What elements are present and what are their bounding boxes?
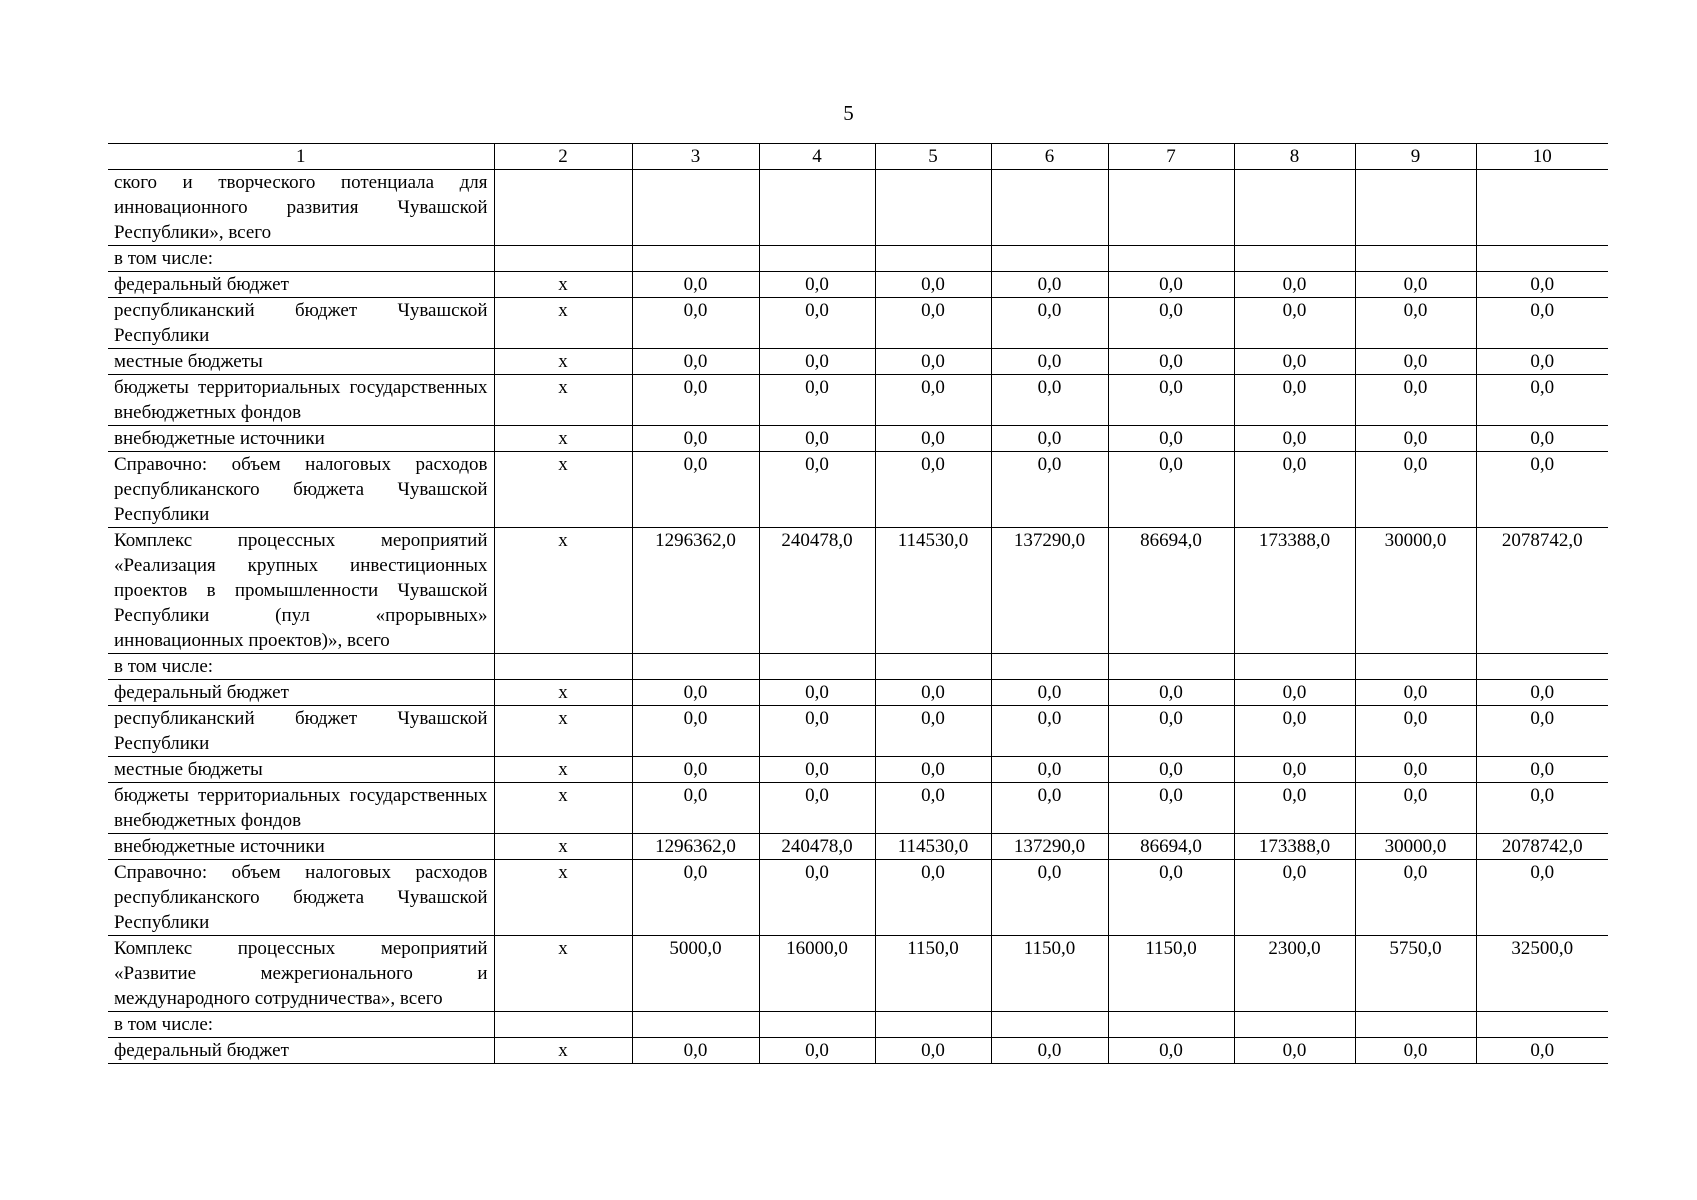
value-cell: [1355, 170, 1476, 246]
row-label-cell: внебюджетные источники: [108, 834, 494, 860]
value-cell: 0,0: [991, 783, 1108, 834]
column-header: 9: [1355, 144, 1476, 170]
row-label-cell: местные бюджеты: [108, 349, 494, 375]
value-cell: [632, 654, 759, 680]
column-header: 2: [494, 144, 632, 170]
value-cell: 240478,0: [759, 834, 875, 860]
page-number: 5: [843, 101, 854, 125]
column-header: 6: [991, 144, 1108, 170]
value-cell: [1476, 1012, 1608, 1038]
value-cell: 0,0: [991, 272, 1108, 298]
column-2-cell: [494, 1012, 632, 1038]
row-label-cell: федеральный бюджет: [108, 1038, 494, 1064]
table-row: [108, 246, 1608, 272]
value-cell: 0,0: [632, 349, 759, 375]
value-cell: 0,0: [759, 706, 875, 757]
column-header: 5: [875, 144, 991, 170]
table-row: [108, 706, 1608, 757]
value-cell: 0,0: [875, 783, 991, 834]
value-cell: 0,0: [875, 860, 991, 936]
value-cell: [632, 170, 759, 246]
value-cell: 1150,0: [1108, 936, 1234, 1012]
value-cell: 0,0: [632, 757, 759, 783]
value-cell: 0,0: [1355, 783, 1476, 834]
value-cell: 0,0: [759, 680, 875, 706]
value-cell: 30000,0: [1355, 834, 1476, 860]
table-row: [108, 375, 1608, 426]
value-cell: 0,0: [1476, 680, 1608, 706]
column-header: 1: [108, 144, 494, 170]
value-cell: 2078742,0: [1476, 834, 1608, 860]
value-cell: 0,0: [875, 1038, 991, 1064]
value-cell: 0,0: [1108, 349, 1234, 375]
value-cell: 137290,0: [991, 528, 1108, 654]
value-cell: 2078742,0: [1476, 528, 1608, 654]
value-cell: 0,0: [1108, 452, 1234, 528]
value-cell: 0,0: [632, 706, 759, 757]
value-cell: [759, 170, 875, 246]
value-cell: [1234, 246, 1355, 272]
value-cell: 0,0: [632, 783, 759, 834]
row-label-cell: бюджеты территориальных государственных внебюджетных фондов: [108, 375, 494, 426]
value-cell: 173388,0: [1234, 834, 1355, 860]
value-cell: 0,0: [875, 757, 991, 783]
column-2-cell: х: [494, 375, 632, 426]
value-cell: 0,0: [1476, 452, 1608, 528]
column-header: 4: [759, 144, 875, 170]
value-cell: 0,0: [991, 860, 1108, 936]
table-row: [108, 298, 1608, 349]
table-row: [108, 834, 1608, 860]
value-cell: [875, 654, 991, 680]
value-cell: 0,0: [1108, 1038, 1234, 1064]
table-row: [108, 936, 1608, 1012]
row-label-cell: бюджеты территориальных государственных внебюджетных фондов: [108, 783, 494, 834]
row-label-cell: Комплекс процессных мероприятий «Развитие межрегионального и международного сотрудничества», всего: [108, 936, 494, 1012]
column-2-cell: х: [494, 528, 632, 654]
value-cell: 0,0: [759, 783, 875, 834]
column-header: 7: [1108, 144, 1234, 170]
row-label-cell: республиканский бюджет Чувашской Республики: [108, 706, 494, 757]
value-cell: 1150,0: [991, 936, 1108, 1012]
value-cell: 0,0: [1355, 426, 1476, 452]
value-cell: [1234, 170, 1355, 246]
value-cell: 0,0: [875, 680, 991, 706]
value-cell: 0,0: [1234, 349, 1355, 375]
table-row: [108, 426, 1608, 452]
value-cell: [991, 654, 1108, 680]
value-cell: 0,0: [1234, 375, 1355, 426]
column-2-cell: х: [494, 349, 632, 375]
value-cell: [1355, 654, 1476, 680]
value-cell: [759, 246, 875, 272]
subtotal-label-cell: в том числе:: [108, 246, 494, 272]
value-cell: 2300,0: [1234, 936, 1355, 1012]
value-cell: 0,0: [1355, 680, 1476, 706]
value-cell: [1108, 170, 1234, 246]
value-cell: 0,0: [875, 349, 991, 375]
row-label-cell: внебюджетные источники: [108, 426, 494, 452]
row-label-cell: Справочно: объем налоговых расходов республиканского бюджета Чувашской Республики: [108, 452, 494, 528]
row-label-cell: Комплекс процессных мероприятий «Реализация крупных инвестиционных проектов в промышленности Чувашской Республики (пул «прорывных» инновационных проектов)», всего: [108, 528, 494, 654]
column-header: 10: [1476, 144, 1608, 170]
value-cell: [1108, 654, 1234, 680]
value-cell: 0,0: [1476, 783, 1608, 834]
value-cell: [1234, 1012, 1355, 1038]
row-label-cell: федеральный бюджет: [108, 272, 494, 298]
value-cell: [875, 170, 991, 246]
table-row: [108, 757, 1608, 783]
table-row: [108, 783, 1608, 834]
value-cell: 0,0: [1476, 298, 1608, 349]
value-cell: 0,0: [1355, 860, 1476, 936]
value-cell: 0,0: [1355, 706, 1476, 757]
value-cell: 0,0: [875, 298, 991, 349]
value-cell: 0,0: [875, 452, 991, 528]
column-2-cell: [494, 654, 632, 680]
value-cell: 0,0: [875, 426, 991, 452]
value-cell: 0,0: [1234, 860, 1355, 936]
budget-table: [108, 143, 1608, 1064]
value-cell: 0,0: [1234, 1038, 1355, 1064]
value-cell: [1108, 246, 1234, 272]
value-cell: [875, 246, 991, 272]
table-row: [108, 680, 1608, 706]
value-cell: 240478,0: [759, 528, 875, 654]
value-cell: 0,0: [1234, 680, 1355, 706]
column-2-cell: х: [494, 757, 632, 783]
table-row: [108, 1038, 1608, 1064]
value-cell: 0,0: [759, 272, 875, 298]
value-cell: [875, 1012, 991, 1038]
column-2-cell: [494, 246, 632, 272]
value-cell: 0,0: [1108, 757, 1234, 783]
value-cell: 0,0: [759, 426, 875, 452]
column-2-cell: х: [494, 1038, 632, 1064]
value-cell: 0,0: [759, 452, 875, 528]
value-cell: 0,0: [759, 1038, 875, 1064]
value-cell: 0,0: [1476, 757, 1608, 783]
value-cell: 0,0: [991, 706, 1108, 757]
column-2-cell: х: [494, 272, 632, 298]
value-cell: 0,0: [632, 1038, 759, 1064]
table-body: [108, 170, 1608, 1064]
table-row: [108, 349, 1608, 375]
column-2-cell: х: [494, 426, 632, 452]
value-cell: 5000,0: [632, 936, 759, 1012]
value-cell: 1150,0: [875, 936, 991, 1012]
value-cell: 0,0: [1108, 426, 1234, 452]
value-cell: [991, 170, 1108, 246]
value-cell: 0,0: [759, 757, 875, 783]
value-cell: 86694,0: [1108, 528, 1234, 654]
value-cell: 0,0: [1234, 706, 1355, 757]
row-label-cell: Справочно: объем налоговых расходов республиканского бюджета Чувашской Республики: [108, 860, 494, 936]
value-cell: 0,0: [1476, 1038, 1608, 1064]
value-cell: 0,0: [632, 860, 759, 936]
value-cell: 0,0: [991, 1038, 1108, 1064]
value-cell: 0,0: [991, 452, 1108, 528]
value-cell: 0,0: [1355, 272, 1476, 298]
table-row: [108, 860, 1608, 936]
value-cell: 0,0: [1234, 272, 1355, 298]
value-cell: 0,0: [991, 375, 1108, 426]
row-label-cell: федеральный бюджет: [108, 680, 494, 706]
value-cell: 0,0: [632, 298, 759, 349]
value-cell: 173388,0: [1234, 528, 1355, 654]
value-cell: [1476, 246, 1608, 272]
value-cell: 0,0: [1476, 272, 1608, 298]
value-cell: [991, 1012, 1108, 1038]
table-row: [108, 528, 1608, 654]
subtotal-label-cell: в том числе:: [108, 654, 494, 680]
value-cell: [1234, 654, 1355, 680]
value-cell: 0,0: [991, 426, 1108, 452]
column-2-cell: х: [494, 298, 632, 349]
value-cell: 0,0: [1108, 706, 1234, 757]
value-cell: 0,0: [632, 452, 759, 528]
value-cell: 0,0: [991, 680, 1108, 706]
column-2-cell: [494, 170, 632, 246]
table-row: [108, 170, 1608, 246]
value-cell: [759, 1012, 875, 1038]
value-cell: 0,0: [875, 706, 991, 757]
value-cell: 0,0: [632, 272, 759, 298]
subtotal-label-cell: в том числе:: [108, 1012, 494, 1038]
value-cell: 0,0: [875, 375, 991, 426]
value-cell: 0,0: [759, 298, 875, 349]
value-cell: [1355, 1012, 1476, 1038]
value-cell: 0,0: [1108, 298, 1234, 349]
value-cell: [759, 654, 875, 680]
column-2-cell: х: [494, 452, 632, 528]
table-row: [108, 452, 1608, 528]
value-cell: [1108, 1012, 1234, 1038]
value-cell: 0,0: [1355, 349, 1476, 375]
value-cell: 0,0: [632, 375, 759, 426]
value-cell: [991, 246, 1108, 272]
value-cell: 0,0: [632, 426, 759, 452]
row-label-cell: республиканский бюджет Чувашской Республики: [108, 298, 494, 349]
column-header: 3: [632, 144, 759, 170]
header-row: [108, 144, 1608, 170]
value-cell: 0,0: [1234, 783, 1355, 834]
value-cell: 0,0: [875, 272, 991, 298]
value-cell: 0,0: [991, 298, 1108, 349]
value-cell: 0,0: [1108, 680, 1234, 706]
value-cell: 0,0: [632, 680, 759, 706]
value-cell: 0,0: [1234, 298, 1355, 349]
column-2-cell: х: [494, 680, 632, 706]
table-row: [108, 654, 1608, 680]
value-cell: [632, 1012, 759, 1038]
value-cell: 0,0: [1108, 860, 1234, 936]
value-cell: 0,0: [1476, 426, 1608, 452]
value-cell: 0,0: [1108, 783, 1234, 834]
value-cell: 0,0: [1355, 757, 1476, 783]
value-cell: 32500,0: [1476, 936, 1608, 1012]
column-header: 8: [1234, 144, 1355, 170]
value-cell: 0,0: [1234, 426, 1355, 452]
column-2-cell: х: [494, 834, 632, 860]
value-cell: 1296362,0: [632, 834, 759, 860]
column-2-cell: х: [494, 936, 632, 1012]
value-cell: 86694,0: [1108, 834, 1234, 860]
table-row: [108, 272, 1608, 298]
value-cell: 114530,0: [875, 834, 991, 860]
column-2-cell: х: [494, 706, 632, 757]
value-cell: [1476, 170, 1608, 246]
value-cell: 0,0: [759, 860, 875, 936]
value-cell: 0,0: [1355, 1038, 1476, 1064]
value-cell: 0,0: [991, 757, 1108, 783]
value-cell: 0,0: [1476, 349, 1608, 375]
value-cell: 0,0: [759, 349, 875, 375]
value-cell: 0,0: [1355, 298, 1476, 349]
value-cell: 1296362,0: [632, 528, 759, 654]
value-cell: 30000,0: [1355, 528, 1476, 654]
value-cell: 0,0: [1476, 860, 1608, 936]
value-cell: 0,0: [1234, 757, 1355, 783]
table-row: [108, 1012, 1608, 1038]
value-cell: 0,0: [1234, 452, 1355, 528]
value-cell: 0,0: [1476, 706, 1608, 757]
value-cell: 0,0: [1108, 375, 1234, 426]
value-cell: [1355, 246, 1476, 272]
value-cell: 0,0: [1355, 452, 1476, 528]
value-cell: [632, 246, 759, 272]
value-cell: 16000,0: [759, 936, 875, 1012]
column-2-cell: х: [494, 783, 632, 834]
value-cell: 137290,0: [991, 834, 1108, 860]
value-cell: 0,0: [759, 375, 875, 426]
value-cell: 0,0: [1476, 375, 1608, 426]
column-2-cell: х: [494, 860, 632, 936]
value-cell: 0,0: [1355, 375, 1476, 426]
value-cell: 0,0: [991, 349, 1108, 375]
value-cell: 114530,0: [875, 528, 991, 654]
row-label-cell: ского и творческого потенциала для инновационного развития Чувашской Республики», всего: [108, 170, 494, 246]
row-label-cell: местные бюджеты: [108, 757, 494, 783]
value-cell: 0,0: [1108, 272, 1234, 298]
value-cell: [1476, 654, 1608, 680]
value-cell: 5750,0: [1355, 936, 1476, 1012]
